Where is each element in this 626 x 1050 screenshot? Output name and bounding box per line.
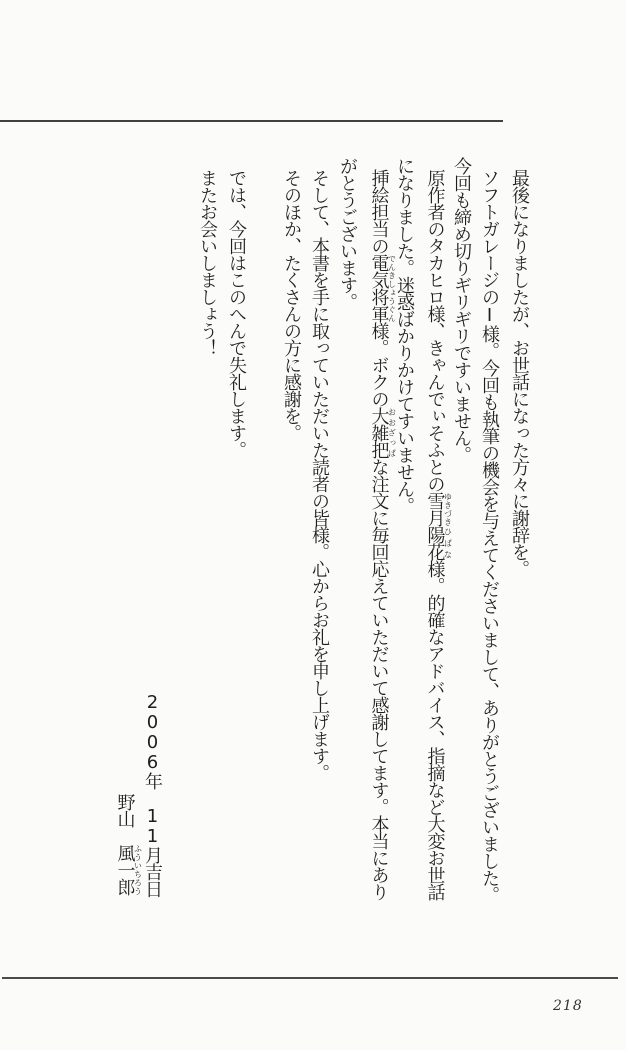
afterword-column-illustrator: 挿絵担当の電気将軍でんきしょうぐん様。ボクの大雑把おおざっぱな注文に毎回応えていただいて感謝してます。本当にあり xyxy=(368,169,397,900)
afterword-column-farewell: またお会いしましょう！ xyxy=(197,169,218,356)
signature-column: 野山 風一郎ふういちろう xyxy=(114,793,143,895)
afterword-column-thanks: がとうございます。 xyxy=(337,157,358,310)
afterword-column-deadline: 今回も締め切りギリギリですいません。 xyxy=(451,157,472,463)
date-column: 2006年 11月吉日 xyxy=(142,692,163,897)
afterword-column-publisher: ソフトガレージのI様。今回も執筆の機会を与えてくださいまして、ありがとうございました。 xyxy=(479,169,500,903)
afterword-column-closing: では、今回はこのへんで失礼します。 xyxy=(226,169,247,458)
bottom-rule xyxy=(2,977,618,979)
afterword-column-readers: そして、本書を手に取っていただいた読者の皆様。心からお礼を申し上げます。 xyxy=(309,169,330,781)
page-number: 218 xyxy=(553,998,583,1014)
afterword-column-original-author: 原作者のタカヒロ様、きゃんでぃそふとの雪月ゆきづき陽花ひばな様。的確なアドバイス、指摘など大変お世話 xyxy=(424,169,453,900)
top-rule xyxy=(0,120,503,122)
afterword-column-opening: 最後になりましたが、お世話になった方々に謝辞を。 xyxy=(509,169,530,577)
afterword-column-others: そのほか、たくさんの方に感謝を。 xyxy=(281,169,302,441)
afterword-column-apology: になりました。迷惑ばかりかけてすいません。 xyxy=(394,157,415,514)
